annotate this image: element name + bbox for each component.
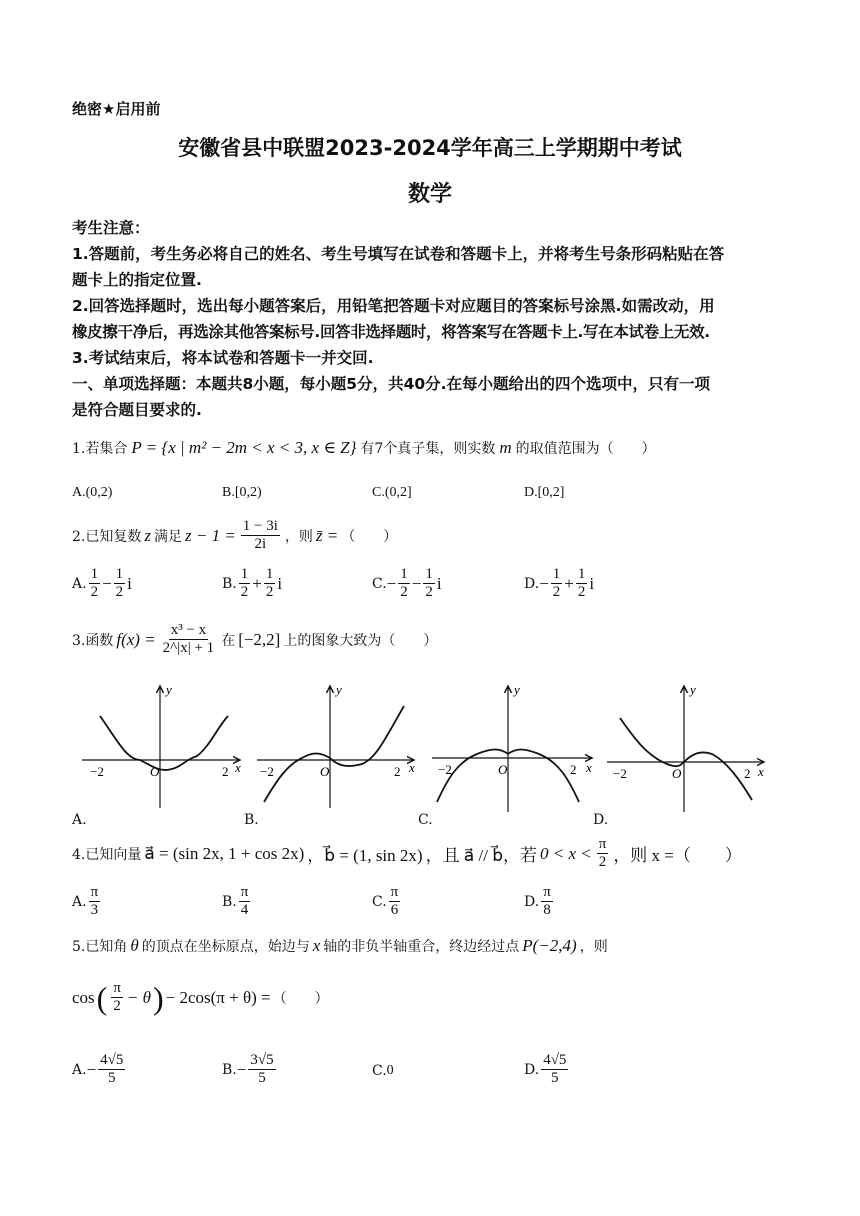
q2-b-op: + <box>252 573 262 593</box>
notice-item1-line2: 题卡上的指定位置. <box>72 271 202 289</box>
q2-a-op: − <box>102 573 112 593</box>
q5-mid: 的顶点在坐标原点，始边与 <box>141 939 310 955</box>
q2-option-c[interactable] <box>372 566 442 601</box>
q2-c-frac2-num: 1 <box>425 566 433 582</box>
question-3 <box>72 622 437 657</box>
section1-line2: 是符合题目要求的. <box>72 401 202 419</box>
notice-heading: 考生注意： <box>72 219 150 237</box>
q5-b-label: B. <box>222 1061 237 1078</box>
q5-lparen: ( <box>96 979 108 1016</box>
graph-b-origin: O <box>320 764 330 779</box>
q1-set: P = {x | m² − 2m < x < 3, x ∈ Z} <box>131 438 357 457</box>
q5-option-c[interactable] <box>372 1063 394 1079</box>
q3-prefix: 3.函数 <box>72 632 114 649</box>
q5-point: P(−2,4) <box>522 936 577 955</box>
q4-cond: ，且 a⃗ // b⃗，若 <box>425 846 537 865</box>
q3-option-a[interactable]: A. <box>72 812 87 828</box>
q1-suffix: 有7个真子集，则实数 <box>360 441 496 457</box>
q3-frac-den: 2^|x| + 1 <box>162 640 215 656</box>
q1-option-d[interactable]: D.[0,2] <box>524 485 565 500</box>
graph-b-neg2: −2 <box>260 764 274 779</box>
q2-c-frac1-den: 2 <box>400 584 408 600</box>
q5-mid2: 轴的非负半轴重合，终边经过点 <box>323 939 520 955</box>
q2-c-i: i <box>436 573 442 593</box>
q2-a-frac2-den: 2 <box>115 584 124 600</box>
q5-tail: ，则 <box>579 939 608 955</box>
q5-b-sign: − <box>236 1059 247 1079</box>
graph-a-x-label: x <box>235 760 241 775</box>
q2-c-sign: − <box>386 573 397 593</box>
q5-theta: θ <box>130 936 139 955</box>
q2-a-label: A. <box>72 575 87 592</box>
q5-rparen: ) <box>152 979 164 1016</box>
q2-option-d[interactable] <box>524 566 594 601</box>
q3-option-c[interactable]: C. <box>418 812 433 828</box>
q2-d-frac1-den: 2 <box>552 584 561 600</box>
q4-range-den: 2 <box>598 854 607 870</box>
q3-func: f(x) = <box>116 629 156 649</box>
notice-item1-line1: 1.答题前，考生务必将自己的姓名、考生号填写在试卷和答题卡上，并将考生号条形码粘贴在答 <box>72 245 725 263</box>
q1-prefix: 1.若集合 <box>72 441 128 457</box>
q5-b-den: 5 <box>258 1070 266 1086</box>
graph-c[interactable] <box>432 682 592 812</box>
q5-b-num: 3√5 <box>250 1052 274 1068</box>
q2-d-sign: − <box>539 573 549 593</box>
q4-prefix: 4.已知向量 <box>72 846 142 863</box>
q4-c-num: π <box>390 884 399 900</box>
q4-option-b[interactable] <box>222 884 252 919</box>
graph-a-pos2: 2 <box>222 764 229 779</box>
q4-b-num: π <box>240 884 249 900</box>
q1-option-b[interactable]: B.[0,2) <box>222 485 262 500</box>
q5-minus-theta: − θ <box>126 987 151 1007</box>
subject-title: 数学 <box>407 182 452 207</box>
q3-option-b[interactable]: B. <box>244 812 259 828</box>
q2-then: ，则 <box>284 528 313 545</box>
q2-d-frac1-num: 1 <box>552 566 561 582</box>
q3-frac-num: x³ − x <box>170 622 207 638</box>
notice-item2-line2: 橡皮擦干净后，再选涂其他答案标号.回答非选择题时，将答案写在答题卡上.写在本试卷上无效. <box>72 323 710 341</box>
q2-b-frac2-den: 2 <box>265 584 274 600</box>
q5-a-num: 4√5 <box>100 1052 124 1068</box>
q4-a-den: 3 <box>90 902 99 918</box>
q2-d-frac2-den: 2 <box>577 584 586 600</box>
q4-b-def: ，b⃗ = (1, sin 2x) <box>307 846 423 865</box>
graph-d-y-label: y <box>690 682 696 697</box>
q2-paren: （ ） <box>341 528 398 545</box>
q3-graphs <box>72 680 782 815</box>
q2-a-frac1-den: 2 <box>90 584 99 600</box>
graph-d-pos2: 2 <box>744 766 751 781</box>
q4-d-den: 8 <box>543 902 551 918</box>
secret-label: 绝密★启用前 <box>72 100 161 118</box>
graph-c-x-label: x <box>586 760 592 775</box>
q5-d-den: 5 <box>551 1070 559 1086</box>
q5-option-a[interactable] <box>72 1052 127 1087</box>
graph-c-origin: O <box>498 762 508 777</box>
graph-c-pos2: 2 <box>570 762 577 777</box>
q4-c-den: 6 <box>390 902 399 918</box>
section1-line1: 一、单项选择题：本题共8小题，每小题5分，共40分.在每小题给出的四个选项中，只有一项 <box>72 375 711 393</box>
q2-prefix: 2.已知复数 <box>72 528 142 545</box>
graph-b-pos2: 2 <box>394 764 401 779</box>
q1-var: m <box>499 438 512 457</box>
q2-a-frac2-num: 1 <box>115 566 124 582</box>
graph-d-neg2: −2 <box>613 766 627 781</box>
question-1 <box>72 438 656 458</box>
q2-d-frac2-num: 1 <box>577 566 586 582</box>
q2-b-label: B. <box>222 575 237 592</box>
q4-tail: ，则 x =（ ） <box>613 846 742 865</box>
q5-expression <box>72 980 329 1015</box>
q5-cos: cos <box>72 987 95 1007</box>
q2-c-frac1-num: 1 <box>400 566 408 582</box>
q3-interval: [−2,2] <box>238 629 281 649</box>
graph-d-origin: O <box>672 766 682 781</box>
q5-a-den: 5 <box>108 1070 116 1086</box>
graph-b-curve <box>264 706 404 802</box>
q2-frac-num: 1 − 3i <box>242 518 278 534</box>
q5-option-d[interactable] <box>524 1052 570 1087</box>
q4-a-label: A. <box>72 893 87 910</box>
q4-d-num: π <box>543 884 551 900</box>
q2-d-i: i <box>589 573 595 593</box>
graph-b-y-label: y <box>336 682 342 697</box>
notice-item3: 3.考试结束后，将本试卷和答题卡一并交回. <box>72 349 374 367</box>
q1-tail: 的取值范围为（ ） <box>515 441 656 457</box>
q4-option-c[interactable] <box>372 884 402 919</box>
q2-option-b[interactable] <box>222 566 282 601</box>
q4-range-num: π <box>598 836 607 852</box>
q2-b-frac1-num: 1 <box>240 566 249 582</box>
graph-c-y-label: y <box>514 682 520 697</box>
q2-mid: 满足 <box>153 528 182 545</box>
q4-option-d[interactable] <box>524 884 555 919</box>
q4-option-a[interactable] <box>72 884 102 919</box>
q5-paren: （ ） <box>272 990 329 1007</box>
q4-range-left: 0 < x < <box>539 843 592 863</box>
graph-d-curve <box>620 718 752 800</box>
graph-a-y-label: y <box>166 682 172 697</box>
q3-fraction <box>161 622 217 657</box>
graph-a-origin: O <box>150 764 160 779</box>
q2-b-frac2-num: 1 <box>265 566 274 582</box>
q2-zbar: z̄ = <box>315 525 339 545</box>
graph-c-neg2: −2 <box>438 762 452 777</box>
q4-range-frac <box>597 836 609 871</box>
q3-mid: 在 <box>221 632 236 649</box>
notice-item2-line1: 2.回答选择题时，选出每小题答案后，用铅笔把答题卡对应题目的答案标号涂黑.如需改动，用 <box>72 297 715 315</box>
q5-d-label: D. <box>524 1061 540 1078</box>
q2-z: z <box>144 525 151 545</box>
q2-frac-den: 2i <box>254 536 267 552</box>
graph-d-x-label: x <box>758 764 764 779</box>
q5-a-label: A. <box>72 1061 87 1078</box>
q5-frac-den: 2 <box>113 998 121 1014</box>
q5-c-label: C. <box>372 1063 387 1079</box>
q2-c-op: − <box>411 573 422 593</box>
q2-a-frac1-num: 1 <box>90 566 99 582</box>
q1-option-c[interactable]: C.(0,2] <box>372 485 412 500</box>
q4-c-label: C. <box>372 893 387 910</box>
q5-d-num: 4√5 <box>543 1052 567 1068</box>
q2-option-a[interactable] <box>72 566 132 601</box>
q2-d-label: D. <box>524 575 540 592</box>
graph-a[interactable] <box>82 682 241 808</box>
q3-option-d[interactable]: D. <box>593 812 609 828</box>
q2-c-frac2-den: 2 <box>425 584 433 600</box>
question-4 <box>72 836 742 871</box>
question-2 <box>72 518 397 553</box>
q5-frac <box>111 980 123 1015</box>
graph-a-neg2: −2 <box>90 764 104 779</box>
q2-eq-left: z − 1 = <box>184 525 236 545</box>
graph-d[interactable] <box>607 682 764 812</box>
q5-option-b[interactable] <box>222 1052 278 1087</box>
exam-title: 安徽省县中联盟2023-2024学年高三上学期期中考试 <box>178 136 682 160</box>
q4-b-den: 4 <box>240 902 249 918</box>
q5-c-value: 0 <box>386 1063 394 1078</box>
q3-tail: 上的图象大致为（ ） <box>283 632 438 649</box>
q2-b-i: i <box>277 573 283 593</box>
q1-option-a[interactable]: A.(0,2) <box>72 485 113 500</box>
question-5 <box>72 936 608 956</box>
q5-frac-num: π <box>113 980 121 996</box>
graph-a-curve <box>100 716 228 770</box>
q2-fraction <box>241 518 280 553</box>
q4-d-label: D. <box>524 893 540 910</box>
q5-x: x <box>312 936 321 955</box>
q5-rest: − 2cos(π + θ) = <box>165 987 271 1007</box>
q2-b-frac1-den: 2 <box>240 584 249 600</box>
q4-a-def: a⃗ = (sin 2x, 1 + cos 2x) <box>144 843 305 863</box>
q4-b-label: B. <box>222 893 237 910</box>
q5-a-sign: − <box>86 1059 97 1079</box>
graph-b[interactable] <box>257 682 415 808</box>
q2-a-i: i <box>127 573 132 593</box>
q5-prefix: 5.已知角 <box>72 939 128 955</box>
graph-b-x-label: x <box>409 760 415 775</box>
q2-c-label: C. <box>372 575 387 592</box>
q2-d-op: + <box>564 573 574 593</box>
q4-a-num: π <box>90 884 99 900</box>
